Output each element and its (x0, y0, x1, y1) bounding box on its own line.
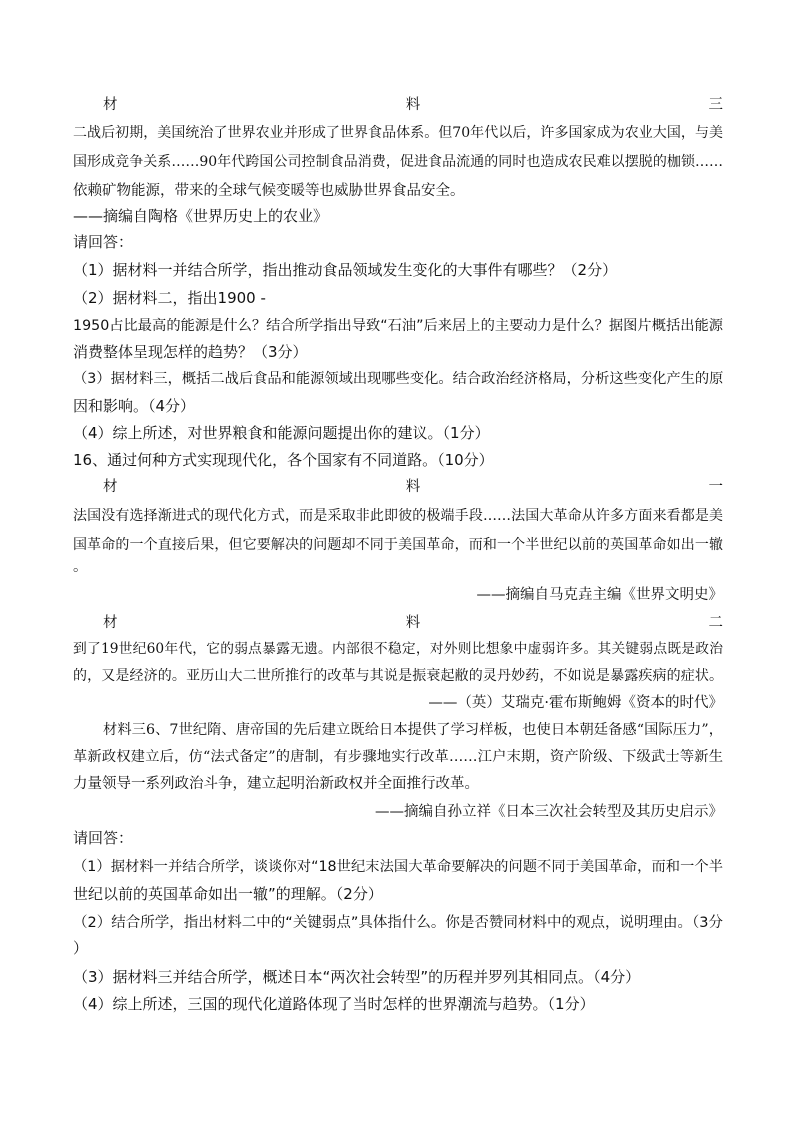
material1-source: ——摘编自马克垚主编《世界文明史》 (476, 587, 723, 603)
question-line: （1）据材料一并结合所学，指出推动食品领域发生变化的大事件有哪些？（2分） (73, 261, 618, 279)
material1-heading (73, 476, 723, 498)
material3-source: ——摘编自陶格《世界历史上的农业》 (73, 207, 329, 225)
material3-text-line: 材料三6、7世纪隋、唐帝国的先后建立既给日本提供了学习样板，也使日本朝廷备感“国际压力”， (103, 722, 723, 738)
answer-prompt: 请回答： (73, 233, 134, 251)
heading-char: 料 (405, 479, 421, 495)
question-line: （2）结合所学，指出材料二中的“关键弱点”具体指什么。你是否赞同材料中的观点，说明理由。（3分 (73, 915, 723, 931)
question-line: 世纪以前的英国革命如出一辙”的理解。（2分） (73, 885, 383, 903)
question-line: （4）综上所述，对世界粮食和能源问题提出你的建议。（1分） (73, 424, 490, 442)
question-16-title: 16、通过何种方式实现现代化，各个国家有不同道路。（10分） (73, 451, 494, 469)
heading-char: 材 (103, 615, 118, 631)
material3-text-line: 二战后初期，美国统治了世界农业并形成了世界食品体系。但70年代以后，许多国家成为农业大国，与美 (73, 125, 723, 141)
material2-source: ——（英）艾瑞克·霍布斯鲍姆《资本的时代》 (428, 695, 723, 711)
question-line: （4）综上所述，三国的现代化道路体现了当时怎样的世界潮流与趋势。（1分） (73, 995, 595, 1013)
question-line: （3）据材料三并结合所学，概述日本“两次社会转型”的历程并罗列其相同点。（4分） (73, 968, 641, 986)
heading-char: 材 (103, 479, 118, 495)
heading-char: 料 (405, 97, 421, 113)
material3-text-line: 国形成竞争关系……90年代跨国公司控制食品消费，促进食品流通的同时也造成农民难以摆脱的枷锁…… (73, 154, 723, 170)
material3-heading (73, 94, 723, 116)
question-line: （3）据材料三，概括二战后食品和能源领域出现哪些变化。结合政治经济格局，分析这些变化产生的原 (73, 371, 724, 387)
material3-text-line: 革新政权建立后，仿“法式备定”的唐制，有步骤地实行改革……江户末期，资产阶级、下级武士等新生 (73, 749, 723, 765)
material1-text-line: 法国没有选择渐进式的现代化方式，而是采取非此即彼的极端手段……法国大革命从许多方面来看都是美 (73, 508, 723, 524)
heading-char: 材 (103, 97, 118, 113)
question-line: （2）据材料二，指出1900 - (73, 289, 266, 307)
question-line: ） (73, 939, 89, 957)
heading-char: 料 (405, 615, 421, 631)
question-line: （1）据材料一并结合所学，谈谈你对“18世纪末法国大革命要解决的问题不同于美国革命，而和一个半 (73, 859, 723, 875)
material3-text-line: 力量领导一系列政治斗争，建立起明治新政权并全面推行改革。 (73, 776, 479, 792)
question-line: 因和影响。（4分） (73, 397, 196, 415)
material3-source: ——摘编自孙立祥《日本三次社会转型及其历史启示》 (375, 804, 723, 820)
answer-prompt: 请回答： (73, 829, 134, 847)
heading-char: 一 (708, 479, 723, 495)
heading-char: 三 (708, 97, 723, 113)
material2-text-line: 到了19世纪60年代，它的弱点暴露无遗。内部很不稳定，对外则比想象中虚弱许多。其关键弱点既是政治 (73, 641, 723, 657)
material2-text-line: 的，又是经济的。亚历山大二世所推行的改革与其说是振衰起敝的灵丹妙药，不如说是暴露疾病的症状。 (73, 668, 723, 684)
heading-char: 二 (708, 615, 723, 631)
material2-heading (73, 612, 723, 634)
material1-text-line: 。 (73, 559, 88, 575)
question-line: 1950占比最高的能源是什么？结合所学指出导致“石油”后来居上的主要动力是什么？据图片概括出能源 (73, 318, 723, 334)
material1-text-line: 国革命的一个直接后果，但它要解决的问题却不同于美国革命，而和一个半世纪以前的英国革命如出一辙 (73, 537, 723, 553)
material3-text-line: 依赖矿物能源，带来的全球气候变暖等也威胁世界食品安全。 (73, 183, 465, 199)
question-line: 消费整体呈现怎样的趋势？（3分） (73, 343, 308, 361)
